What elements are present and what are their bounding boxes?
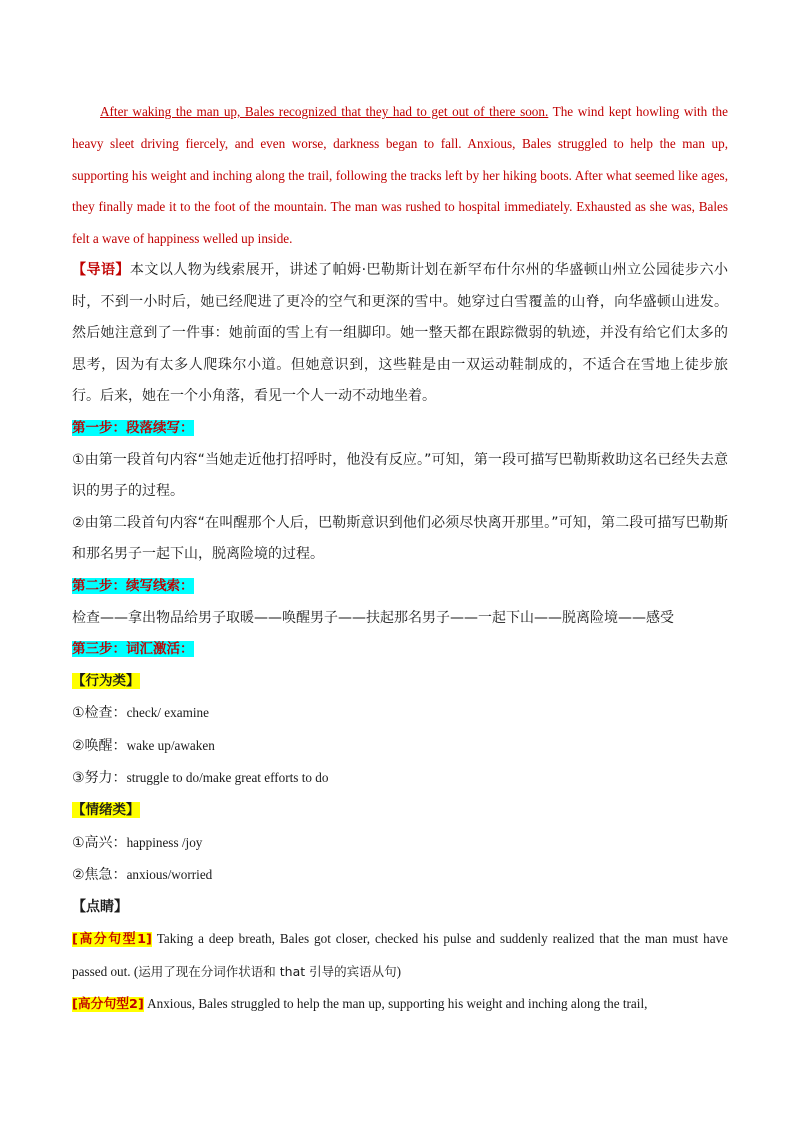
sentence2-tag: [高分句型2] bbox=[72, 997, 144, 1013]
sentence1-tag: [高分句型1] bbox=[72, 932, 152, 948]
high-score-sentence-2 bbox=[72, 988, 728, 1021]
vocab-item bbox=[72, 697, 728, 730]
step3-title: 第三步：词汇激活： bbox=[72, 641, 194, 658]
step1-item2: ②由第二段首句内容“在叫醒那个人后，巴勒斯意识到他们必须尽快离开那里。”可知，第二段可描写巴勒斯和那名男子一起下山，脱离险境的过程。 bbox=[72, 514, 728, 563]
step1-title: 第一步：段落续写： bbox=[72, 419, 194, 436]
guide-paragraph bbox=[72, 255, 728, 413]
vocab-zh: ②焦急： bbox=[72, 867, 127, 884]
step2-heading bbox=[72, 571, 728, 603]
emotion-heading bbox=[72, 795, 728, 827]
high-score-sentence-1 bbox=[72, 923, 728, 988]
emotion-title: 【情绪类】 bbox=[72, 802, 140, 819]
vocab-item bbox=[72, 859, 728, 892]
sentence1-text: Taking a deep breath, Bales got closer, checked his pulse and suddenly realized that the man must have passed out. ( bbox=[72, 931, 728, 980]
continuation-passage bbox=[72, 96, 728, 255]
vocab-en: check/ examine bbox=[126, 705, 209, 721]
vocab-item bbox=[72, 730, 728, 763]
passage-body: The wind kept howling with the heavy sleet driving fiercely, and even worse, darkness began to fall. Anxious, Bales struggled to help the man up, supporting his weight and inching along the trail, following the tracks left by her hiking boots. After what seemed like ages, they finally made it to the foot of the mountain. The man was rushed to hospital immediately. Exhausted as she was, Bales felt a wave of happiness welled up inside. bbox=[72, 104, 728, 247]
step2-title: 第二步：续写线索： bbox=[72, 577, 194, 594]
highlight-title: 【点睛】 bbox=[72, 898, 128, 915]
vocab-en: anxious/worried bbox=[126, 867, 213, 883]
document-page bbox=[72, 96, 728, 1021]
step2-clues: 检查——拿出物品给男子取暖——唤醒男子——扶起那名男子——一起下山——脱离险境——感受 bbox=[72, 609, 674, 626]
vocab-en: wake up/awaken bbox=[126, 737, 215, 753]
sentence1-end: ) bbox=[396, 964, 402, 980]
vocab-zh: ①高兴： bbox=[72, 834, 127, 851]
sentence2-text: Anxious, Bales struggled to help the man up, supporting his weight and inching along the trail, bbox=[143, 996, 648, 1012]
vocab-zh: ②唤醒： bbox=[72, 737, 127, 754]
highlight-heading bbox=[72, 892, 728, 924]
vocab-zh: ③努力： bbox=[72, 770, 127, 787]
step3-heading bbox=[72, 634, 728, 666]
sentence1-note: 运用了现在分词作状语和 that 引导的宾语从句 bbox=[138, 964, 397, 980]
step1-heading bbox=[72, 413, 728, 445]
vocab-en: struggle to do/make great efforts to do bbox=[126, 770, 329, 786]
behavior-title: 【行为类】 bbox=[72, 672, 140, 689]
vocab-zh: ①检查： bbox=[72, 705, 127, 722]
step1-item1: ①由第一段首句内容“当她走近他打招呼时，他没有反应。”可知，第一段可描写巴勒斯救助这名已经失去意识的男子的过程。 bbox=[72, 451, 728, 500]
passage-underlined-sentence: After waking the man up, Bales recognized that they had to get out of there soon. bbox=[100, 104, 549, 119]
vocab-en: happiness /joy bbox=[126, 834, 203, 850]
guide-label: 【导语】 bbox=[72, 261, 130, 278]
vocab-item bbox=[72, 762, 728, 795]
vocab-item bbox=[72, 827, 728, 860]
behavior-heading bbox=[72, 666, 728, 698]
guide-text: 本文以人物为线索展开，讲述了帕姆·巴勒斯计划在新罕布什尔州的华盛顿山州立公园徒步六小时，不到一小时后，她已经爬进了更冷的空气和更深的雪中。她穿过白雪覆盖的山脊，向华盛顿山进发。然后她注意到了一件事：她前面的雪上有一组脚印。她一整天都在跟踪微弱的轨迹，并没有给它们太多的思考，因为有太多人爬珠尔小道。但她意识到，这些鞋是由一双运动鞋制成的，不适合在雪地上徒步旅行。后来，她在一个小角落，看见一个人一动不动地坐着。 bbox=[72, 261, 729, 405]
